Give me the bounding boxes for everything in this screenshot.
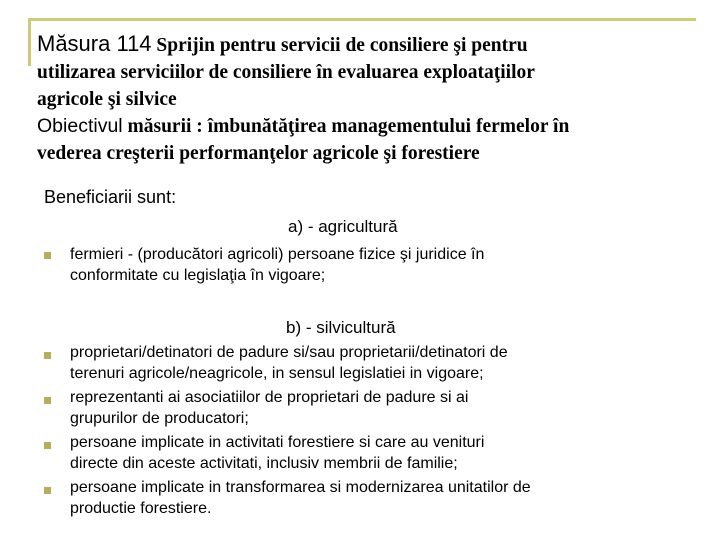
bullet-marker bbox=[44, 487, 51, 494]
list-item-line: conformitate cu legislaţia în vigoare; bbox=[70, 267, 326, 284]
bullet-marker bbox=[44, 352, 51, 359]
title-line-5: vederea creşterii performanţelor agricole şi forestiere bbox=[37, 143, 480, 164]
list-item-line: persoane implicate in transformarea si modernizarea unitatilor de bbox=[70, 479, 531, 496]
list-item bbox=[70, 387, 690, 429]
beneficiaries-heading: Beneficiarii sunt: bbox=[44, 187, 177, 207]
list-item-line: proprietari/detinatori de padure si/sau proprietarii/detinatori de bbox=[70, 344, 508, 361]
title-frame-top bbox=[28, 18, 696, 21]
section-heading-agriculture: a) - agricultură bbox=[288, 217, 398, 236]
bullet-marker bbox=[44, 397, 51, 404]
title-line-2: utilizarea serviciilor de consiliere în evaluarea exploataţiilor bbox=[37, 62, 535, 83]
bullet-marker bbox=[44, 252, 51, 259]
measure-label: Măsura 114 bbox=[37, 31, 152, 56]
list-item-line: fermieri - (producători agricoli) persoane fizice şi juridice în bbox=[70, 246, 485, 263]
title-line-4 bbox=[37, 113, 717, 140]
list-item-line: reprezentanti ai asociatiilor de proprietari de padure si ai bbox=[70, 389, 469, 406]
list-item bbox=[70, 432, 690, 474]
title-line-3: agricole şi silvice bbox=[37, 89, 177, 110]
title-line-1 bbox=[37, 30, 717, 59]
list-item bbox=[70, 244, 690, 286]
bullet-marker bbox=[44, 442, 51, 449]
title-line-4-rest: măsurii : îmbunătăţirea managementului fermelor în bbox=[127, 116, 570, 137]
list-item-line: productie forestiere. bbox=[70, 500, 212, 517]
list-item-line: terenuri agricole/neagricole, in sensul legislatiei in vigoare; bbox=[70, 365, 484, 382]
list-item bbox=[70, 342, 690, 384]
title-line-1-rest: Sprijin pentru servicii de consiliere şi pentru bbox=[156, 35, 528, 56]
list-item-line: persoane implicate in activitati forestiere si care au venituri bbox=[70, 434, 485, 451]
title-frame-left bbox=[28, 18, 31, 66]
list-item-line: grupurilor de producatori; bbox=[70, 410, 249, 427]
list-item-line: directe din aceste activitati, inclusiv membrii de familie; bbox=[70, 455, 458, 472]
section-heading-forestry: b) - silvicultură bbox=[286, 318, 396, 337]
objective-label: Obiectivul bbox=[37, 115, 123, 137]
list-item bbox=[70, 477, 690, 519]
slide-title bbox=[37, 30, 717, 167]
